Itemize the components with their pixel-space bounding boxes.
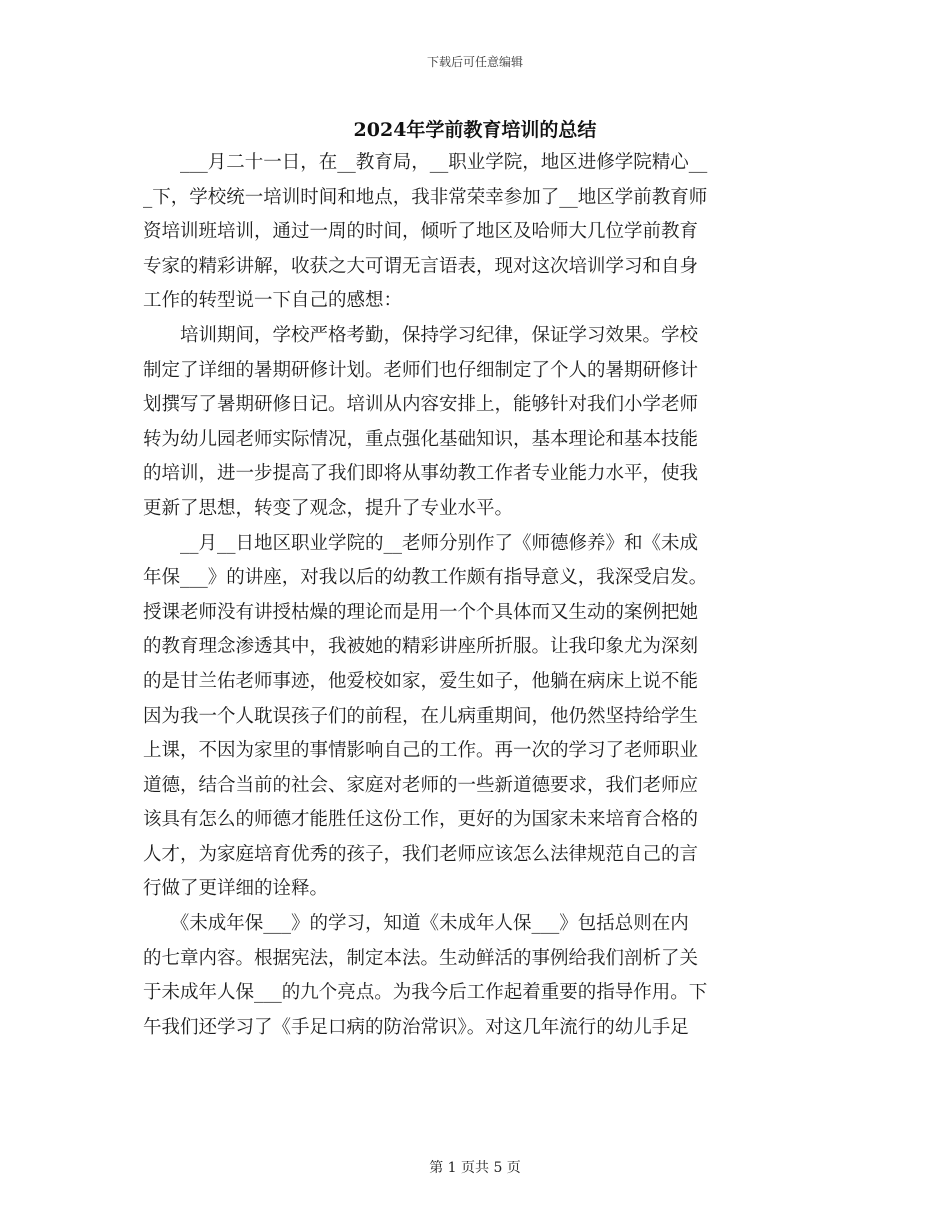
header-note: 下载后可任意编辑 [426, 55, 523, 69]
body-line: 工作的转型说一下自己的感想： [143, 290, 403, 312]
body-line: 该具有怎么的师德才能胜任这份工作，更好的为国家未来培育合格的 [143, 809, 699, 831]
document-body [143, 146, 809, 1045]
body-line: __月__日地区职业学院的__老师分别作了《师德修养》和《未成 [143, 532, 699, 554]
page-number: 第 1 页共 5 页 [429, 1160, 521, 1176]
body-line: 划撰写了暑期研修日记。培训从内容安排上，能够针对我们小学老师 [143, 394, 699, 416]
body-line: 的是甘兰佑老师事迹，他爱校如家，爱生如子，他躺在病床上说不能 [143, 670, 699, 692]
body-line: 人才，为家庭培育优秀的孩子，我们老师应该怎么法律规范自己的言 [143, 843, 699, 865]
body-line: 制定了详细的暑期研修计划。老师们也仔细制定了个人的暑期研修计 [143, 359, 699, 381]
body-line: 授课老师没有讲授枯燥的理论而是用一个个具体而又生动的案例把她 [143, 601, 699, 623]
body-line: 上课，不因为家里的事情影响自己的工作。再一次的学习了老师职业 [143, 740, 699, 762]
body-line: 《未成年保___》的学习，知道《未成年人保___》包括总则在内 [143, 913, 689, 935]
document-title: 2024年学前教育培训的总结 [353, 119, 597, 141]
body-line: ___月二十一日，在__教育局，__职业学院，地区进修学院精心__ [143, 152, 708, 173]
body-line: 的教育理念渗透其中，我被她的精彩讲座所折服。让我印象尤为深刻 [143, 636, 699, 658]
body-line: 道德，结合当前的社会、家庭对老师的一些新道德要求，我们老师应 [143, 774, 699, 796]
body-line: 资培训班培训，通过一周的时间，倾听了地区及哈师大几位学前教育 [143, 221, 699, 243]
body-line: 培训期间，学校严格考勤，保持学习纪律，保证学习效果。学校 [143, 324, 699, 346]
body-line: 行做了更详细的诠释。 [143, 878, 329, 900]
body-line: 转为幼儿园老师实际情况，重点强化基础知识，基本理论和基本技能 [143, 428, 699, 450]
body-line: 年保___》的讲座，对我以后的幼教工作颇有指导意义，我深受启发。 [143, 567, 708, 589]
body-line: 更新了思想，转变了观念，提升了专业水平。 [143, 497, 514, 519]
body-line: 的培训，进一步提高了我们即将从事幼教工作者专业能力水平，使我 [143, 463, 699, 485]
body-line: 专家的精彩讲解，收获之大可谓无言语表，现对这次培训学习和自身 [143, 255, 699, 277]
body-line: 因为我一个人耽误孩子们的前程，在儿病重期间，他仍然坚持给学生 [143, 705, 699, 727]
body-line: _下，学校统一培训时间和地点，我非常荣幸参加了__地区学前教育师 [143, 186, 708, 208]
body-line: 的七章内容。根据宪法，制定本法。生动鲜活的事例给我们剖析了关 [143, 947, 699, 969]
body-line: 于未成年人保___的九个亮点。为我今后工作起着重要的指导作用。下 [143, 982, 708, 1004]
body-line: 午我们还学习了《手足口病的防治常识》。对这几年流行的幼儿手足 [143, 1016, 689, 1038]
